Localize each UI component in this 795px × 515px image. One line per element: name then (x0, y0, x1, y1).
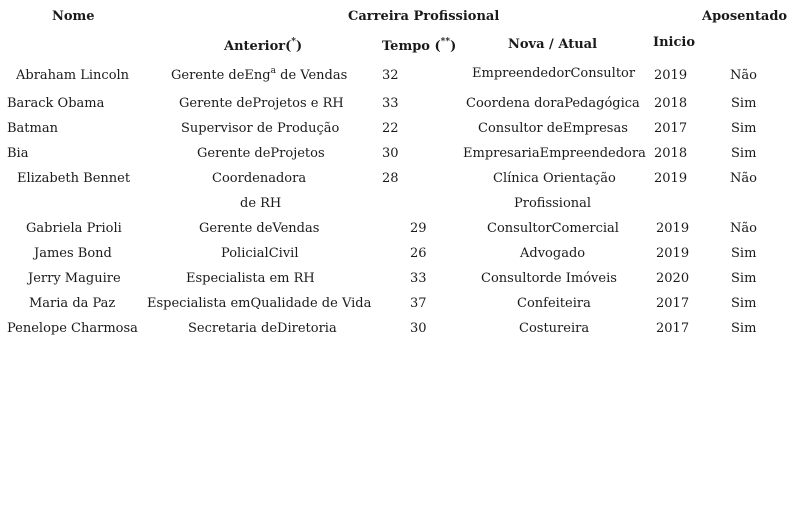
cell-aposentado: Sim (731, 271, 757, 286)
cell-nome: Gabriela Prioli (26, 221, 122, 236)
header-tempo-mark: ** (440, 37, 451, 47)
cell-inicio: 2019 (656, 221, 690, 236)
cell-nome: Batman (7, 121, 58, 136)
cell-inicio: 2017 (654, 121, 688, 136)
header-nome: Nome (52, 9, 95, 24)
cell-atual: EmpresariaEmpreendedora (463, 146, 646, 161)
cell-aposentado: Sim (731, 121, 757, 136)
header-anterior-mark: * (291, 37, 296, 47)
cell-tempo: 30 (410, 321, 427, 336)
cell-tempo: 32 (382, 68, 399, 83)
cell-atual: Clínica Orientação (493, 171, 616, 186)
cell-atual: EmpreendedorConsultor (472, 66, 636, 81)
header-aposentado: Aposentado (702, 9, 788, 24)
header-carreira-profissional: Carreira Profissional (348, 9, 500, 24)
cell-aposentado: Sim (731, 146, 757, 161)
header-tempo: Tempo (**) (382, 37, 457, 54)
cell-nome: Jerry Maguire (28, 271, 121, 286)
cell-nome: Maria da Paz (29, 296, 116, 311)
cell-aposentado: Não (730, 221, 757, 236)
cell-inicio: 2019 (654, 171, 688, 186)
cell-inicio: 2018 (654, 96, 688, 111)
cell-aposentado: Sim (731, 321, 757, 336)
cell-tempo: 22 (382, 121, 399, 136)
cell-nome: Abraham Lincoln (16, 68, 130, 83)
cell-anterior: Gerente deProjetos (197, 146, 325, 161)
cell-aposentado: Sim (731, 296, 757, 311)
cell-atual: ConsultorComercial (487, 221, 619, 236)
cell-nome: Penelope Charmosa (7, 321, 138, 336)
cell-anterior-line2: de RH (240, 196, 282, 211)
cell-tempo: 26 (410, 246, 427, 261)
cell-anterior: Supervisor de Produção (181, 121, 340, 136)
cell-tempo: 28 (382, 171, 399, 186)
cell-inicio: 2017 (656, 321, 690, 336)
cell-inicio: 2019 (654, 68, 688, 83)
cell-anterior: Coordenadora (212, 171, 307, 186)
cell-inicio: 2017 (656, 296, 690, 311)
cell-atual: Advogado (520, 246, 586, 261)
cell-anterior: Gerente deVendas (199, 221, 320, 236)
cell-anterior: Especialista em RH (186, 271, 315, 286)
cell-aposentado: Não (730, 171, 757, 186)
cell-nome: James Bond (34, 246, 112, 261)
cell-anterior: PolicialCivil (221, 246, 299, 261)
header-tempo-label: Tempo (382, 39, 430, 54)
cell-inicio: 2019 (656, 246, 690, 261)
cell-anterior: Secretaria deDiretoria (188, 321, 337, 336)
cell-tempo: 30 (382, 146, 399, 161)
cell-nome: Bia (7, 146, 29, 161)
header-anterior: Anterior(*) (224, 37, 303, 54)
cell-atual: Consultorde Imóveis (481, 271, 617, 286)
cell-aposentado: Sim (731, 246, 757, 261)
header-inicio: Inicio (653, 35, 695, 50)
cell-atual: Coordena doraPedagógica (466, 96, 640, 111)
cell-anterior-part: Gerente deEng (171, 68, 271, 83)
cell-anterior: Gerente deProjetos e RH (179, 96, 344, 111)
cell-anterior (171, 68, 347, 83)
cell-inicio: 2020 (656, 271, 690, 286)
cell-aposentado: Não (730, 68, 757, 83)
header-anterior-label: Anterior (224, 39, 286, 54)
cell-atual-line2: Profissional (514, 196, 592, 211)
cell-nome: Elizabeth Bennet (17, 171, 131, 186)
cell-inicio: 2018 (654, 146, 688, 161)
cell-atual: Consultor deEmpresas (478, 121, 628, 136)
cell-anterior-part: de Vendas (275, 68, 348, 83)
cell-atual: Confeiteira (517, 296, 591, 311)
cell-tempo: 33 (382, 96, 399, 111)
cell-atual: Costureira (519, 321, 590, 336)
cell-aposentado: Sim (731, 96, 757, 111)
cell-tempo: 37 (410, 296, 427, 311)
header-nova-atual: Nova / Atual (508, 37, 598, 52)
cell-anterior: Especialista emQualidade de Vida (147, 296, 372, 311)
cell-tempo: 33 (410, 271, 427, 286)
cell-anterior-sup: a (270, 66, 276, 76)
cell-tempo: 29 (410, 221, 427, 236)
cell-nome: Barack Obama (7, 96, 105, 111)
